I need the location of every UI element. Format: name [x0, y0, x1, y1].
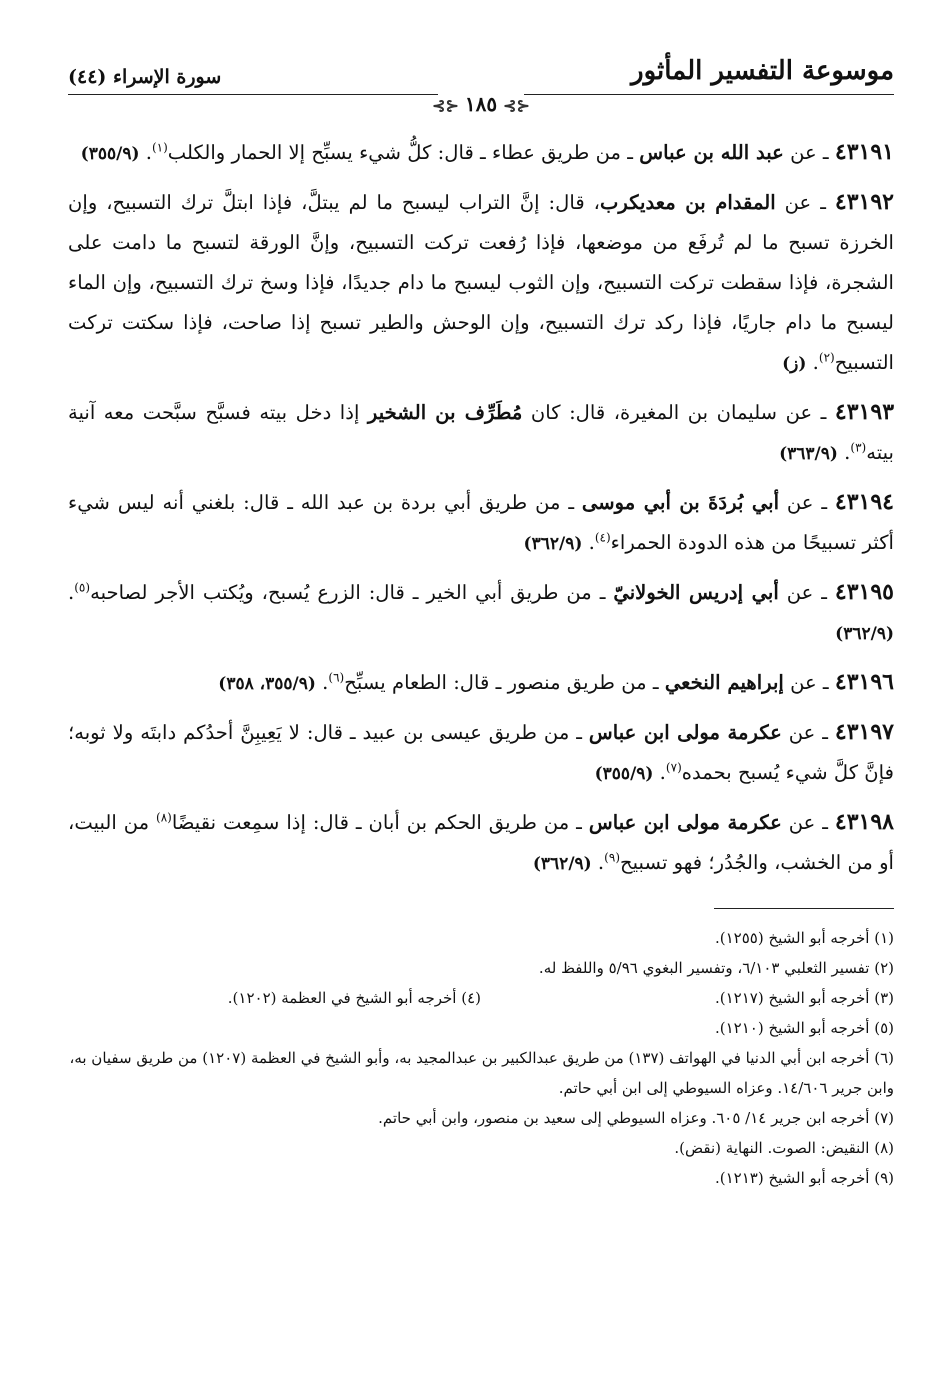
- entry-text: ـ عن: [783, 141, 835, 164]
- narrator-name: مُطَرِّف بن الشخير: [367, 401, 523, 424]
- entry-text: .: [68, 581, 75, 604]
- footnote-marker[interactable]: (٨): [156, 810, 172, 825]
- footnote-6: (٦) أخرجه ابن أبي الدنيا في الهواتف (١٣٧) من طريق عبدالكبير بن عبدالمجيد به، وأبو الشيخ في العظمة (١٢٠٧) من طريق سفيان به، وابن جرير ١٤/٦٠٦. وعزاه السيوطي إلى ابن أبي حاتم.: [69, 1049, 894, 1097]
- entry-text: ـ من طريق عطاء ـ قال: كلُّ شيء يسبِّح إلا الحمار والكلب: [167, 141, 640, 164]
- entry-number: ٤٣١٩٣: [834, 399, 895, 425]
- entry-text: ـ عن: [778, 581, 835, 604]
- header-rule-left: [68, 94, 438, 95]
- footnote-marker[interactable]: (١): [151, 140, 168, 155]
- entry-text: .: [653, 761, 666, 784]
- entry-number: ٤٣١٩٥: [834, 579, 894, 605]
- entry-43192: [68, 182, 894, 384]
- entry-text: .: [806, 351, 819, 374]
- entry-text: ـ من طريق أبي الخير ـ قال: الزرع يُسبح، ويُكتب الأجر لصاحبه: [90, 581, 614, 604]
- entry-text: ـ عن: [781, 811, 835, 834]
- narrator-name: إبراهيم النخعي: [664, 671, 784, 694]
- narrator-name: عبد الله بن عباس: [639, 141, 784, 164]
- volume-reference: (٣٥٥/٩): [594, 764, 654, 784]
- footnote-marker[interactable]: (٦): [328, 670, 345, 685]
- footnote-separator: [714, 908, 894, 909]
- footnote-marker[interactable]: (٤): [594, 530, 611, 545]
- entry-text: .: [139, 141, 152, 164]
- footnote-marker[interactable]: (٢): [818, 350, 835, 365]
- entry-text: ـ عن: [775, 191, 835, 214]
- entry-text: من البيت، أو من الخشب، والجُدُر؛ فهو تسبيح: [68, 811, 894, 874]
- entry-43193: [68, 392, 894, 474]
- narrator-name: عكرمة مولى ابن عباس: [588, 721, 782, 744]
- footnote-marker[interactable]: (٩): [604, 850, 620, 865]
- footnote-8: (٨) النقيض: الصوت. النهاية (نقض).: [674, 1139, 894, 1157]
- entry-43197: [68, 712, 894, 794]
- narrator-name: عكرمة مولى ابن عباس: [588, 811, 782, 834]
- footnote-3: (٣) أخرجه أبو الشيخ (١٢١٧).: [714, 989, 894, 1007]
- header-rule-right: [524, 94, 894, 95]
- footnote-marker[interactable]: (٣): [850, 440, 867, 455]
- entry-text: ـ عن: [781, 721, 835, 744]
- entry-text: إذا دخل بيته فسبَّح سبَّحت معه آنية بيته: [68, 401, 894, 464]
- narrator-name: أبي بُردَةَ بن أبي موسى: [581, 491, 780, 514]
- footnote-1: (١) أخرجه أبو الشيخ (١٢٥٥).: [714, 929, 894, 947]
- volume-reference: (٣٦٢/٩): [532, 854, 592, 874]
- entry-text: ، قال: إنَّ التراب ليسبح ما لم يبتلَّ، فإذا ابتلَّ ترك التسبيح، وإن الخرزة تسبح ما لم تُرفَع من موضعها، فإذا رُفعت تركت التسبيح، وإنَّ الورقة لتسبح ما دامت على الشجرة، فإذا سقطت تركت التسبيح، وإن الثوب ليسبح ما دام جديدًا، فإذا وسخ ترك التسبيح، وإن الماء ليسبح ما دام جاريًا، فإذا ركد ترك التسبيح، وإن الوحش والطير تسبح إذا صاحت، فإذا سكتت تركت التسبيح: [68, 191, 894, 374]
- entry-43196: [68, 662, 894, 704]
- entry-43198: [68, 802, 894, 884]
- volume-reference: (٣٥٥/٩، ٣٥٨): [218, 674, 316, 694]
- narrator-name: أبي إدريس الخولانيّ: [613, 581, 779, 604]
- footnote-2: (٢) تفسير الثعلبي ٦/١٠٣، وتفسير البغوي ٥/٩٦ واللفظ له.: [538, 959, 894, 977]
- entry-text: ـ عن: [783, 671, 835, 694]
- entry-number: ٤٣١٩٨: [834, 809, 894, 835]
- entry-number: ٤٣١٩٢: [834, 189, 894, 215]
- volume-reference: (٣٦٢/٩): [835, 624, 894, 644]
- entry-text: ـ من طريق منصور ـ قال: الطعام يسبِّح: [344, 671, 665, 694]
- entry-text: .: [315, 671, 329, 694]
- entry-text: ـ من طريق الحكم بن أبان ـ قال: إذا سمِعت نقيضًا: [171, 811, 589, 834]
- volume-reference: (٣٦٣/٩): [779, 444, 838, 464]
- footnote-7: (٧) أخرجه ابن جرير ١٤/ ٦٠٥. وعزاه السيوطي إلى سعيد بن منصور، وابن أبي حاتم.: [378, 1109, 894, 1127]
- volume-reference: (٣٥٥/٩): [80, 144, 140, 164]
- volume-reference: (٣٦٢/٩): [523, 534, 583, 554]
- entry-text: .: [837, 441, 851, 464]
- footnotes: [68, 923, 894, 1193]
- book-page: [68, 52, 894, 1342]
- entries-list: [68, 132, 894, 884]
- footnote-marker[interactable]: (٧): [665, 760, 682, 775]
- volume-reference: (ز): [782, 354, 807, 374]
- entry-text: ـ عن: [779, 491, 835, 514]
- ornament-icon: ⊰⊱: [503, 96, 530, 115]
- entry-number: ٤٣١٩١: [834, 139, 894, 165]
- entry-43195: [68, 572, 894, 654]
- footnote-5: (٥) أخرجه أبو الشيخ (١٢١٠).: [714, 1019, 894, 1037]
- entry-number: ٤٣١٩٦: [834, 669, 894, 695]
- entry-43191: [68, 132, 894, 174]
- entry-43194: [68, 482, 894, 564]
- footnote-row: [68, 983, 894, 1013]
- page-number-block: [426, 92, 536, 116]
- entry-number: ٤٣١٩٧: [834, 719, 894, 745]
- entry-text: ـ عن سليمان بن المغيرة، قال: كان: [522, 401, 835, 424]
- footnote-9: (٩) أخرجه أبو الشيخ (١٢١٣).: [714, 1169, 894, 1187]
- footnote-4: (٤) أخرجه أبو الشيخ في العظمة (١٢٠٢).: [227, 989, 481, 1007]
- entry-text: .: [591, 851, 605, 874]
- entry-text: ـ من طريق عيسى بن عبيد ـ قال: لا يَعِيبِنَّ أحدُكم دابتَه ولا ثوبه؛ فإنَّ كلَّ شيء يُسبح بحمده: [68, 721, 894, 784]
- book-title: موسوعة التفسير المأثور: [631, 56, 894, 86]
- surah-title: سورة الإسراء (٤٤): [68, 66, 222, 88]
- narrator-name: المقدام بن معديكرب: [599, 191, 776, 214]
- entry-text: ـ من طريق أبي بردة بن عبد الله ـ قال: بلغني أنه ليس شيء أكثر تسبيحًا من هذه الدودة الحمراء: [68, 491, 894, 554]
- page-header: [68, 52, 894, 116]
- entry-number: ٤٣١٩٤: [834, 489, 894, 515]
- page-number: ١٨٥: [464, 92, 498, 116]
- ornament-icon: ⊰⊱: [432, 96, 459, 115]
- entry-text: .: [582, 531, 595, 554]
- footnote-marker[interactable]: (٥): [74, 580, 91, 595]
